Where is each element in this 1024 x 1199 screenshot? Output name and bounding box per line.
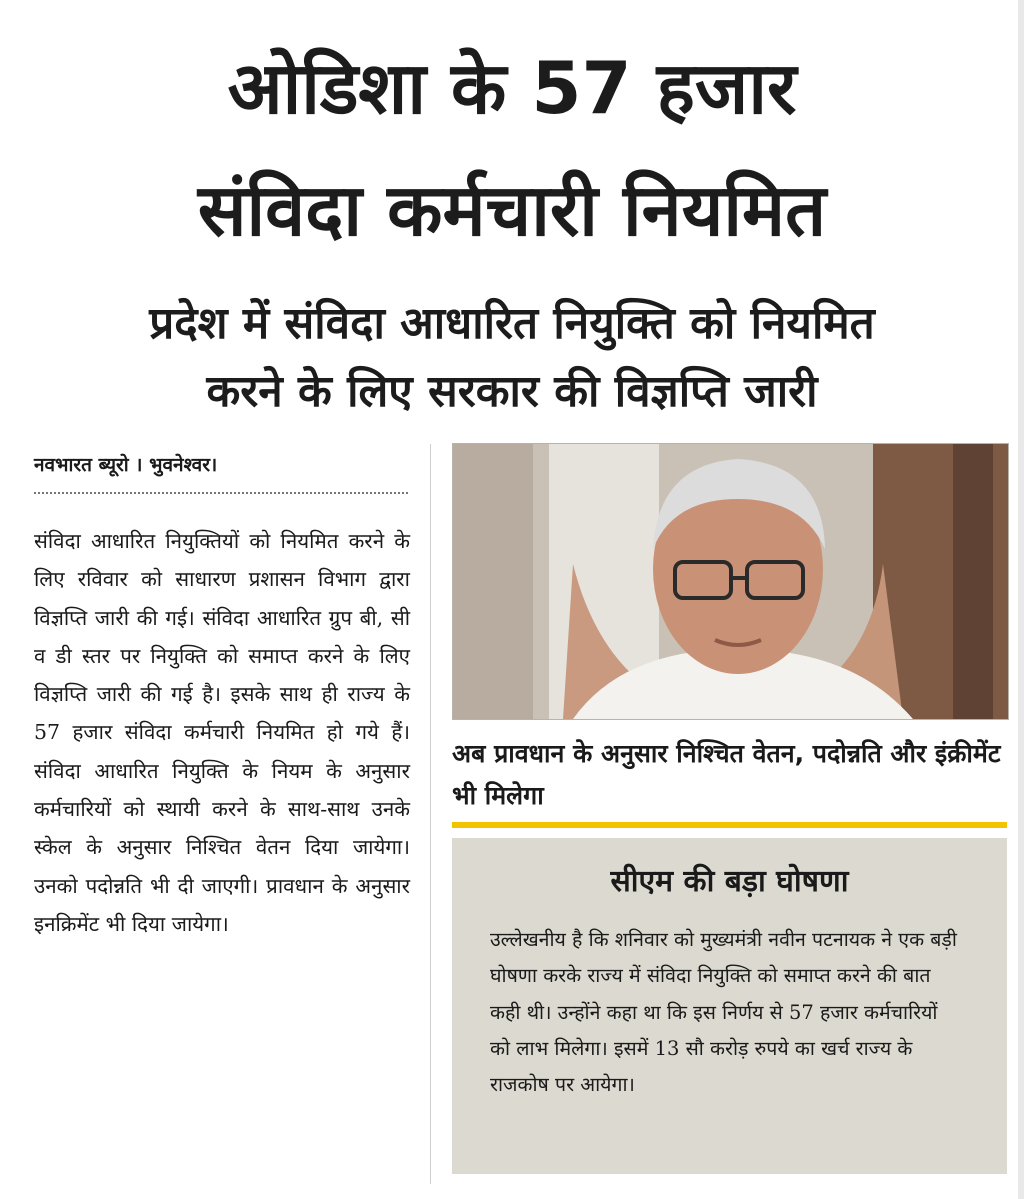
page-edge: [1018, 0, 1024, 1199]
subheadline-line-1: प्रदेश में संविदा आधारित नियुक्ति को नियमित: [149, 298, 875, 349]
byline: नवभारत ब्यूरो । भुवनेश्वर।: [34, 454, 218, 476]
sidebar-title: सीएम की बड़ा घोषणा: [610, 864, 849, 899]
news-photo: [452, 443, 1009, 720]
article-body: संविदा आधारित नियुक्तियों को नियमित करने के लिए रविवार को साधारण प्रशासन विभाग द्वारा विज्ञप्ति जारी की गई। संविदा आधारित ग्रुप बी, सी व डी स्तर पर नियुक्ति को समाप्त करने के लिए विज्ञप्ति जारी की गई है। इसके साथ ही राज्य के 57 हजार संविदा कर्मचारी नियमित हो गये हैं। संविदा आधारित नियुक्ति के नियम के अनुसार कर्मचारियों को स्थायी करने के साथ-साथ उनके स्केल के अनुसार निश्चित वेतन दिया जायेगा। उनको पदोन्नति भी दी जाएगी। प्रावधान के अनुसार इनक्रिमेंट भी दिया जायेगा।: [34, 529, 410, 936]
headline-line-2: संविदा कर्मचारी नियमित: [197, 168, 827, 252]
column-divider: [430, 444, 431, 1184]
sidebar-box: [452, 838, 1007, 1174]
portrait-illustration: [453, 444, 1008, 719]
photo-caption: अब प्रावधान के अनुसार निश्चित वेतन, पदोन्नति और इंक्रीमेंट भी मिलेगा: [452, 739, 1001, 810]
subheadline-line-2: करने के लिए सरकार की विज्ञप्ति जारी: [206, 366, 818, 417]
headline-line-1: ओडिशा के 57 हजार: [227, 46, 797, 130]
caption-accent-rule: [452, 822, 1007, 828]
sidebar-text: उल्लेखनीय है कि शनिवार को मुख्यमंत्री नवीन पटनायक ने एक बड़ी घोषणा करके राज्य में संविदा नियुक्ति को समाप्त करने की बात कही थी। उन्होंने कहा था कि इस निर्णय से 57 हजार कर्मचारियों को लाभ मिलेगा। इसमें 13 सौ करोड़ रुपये का खर्च राज्य के राजकोष पर आयेगा।: [490, 928, 957, 1097]
byline-divider: [34, 492, 408, 494]
